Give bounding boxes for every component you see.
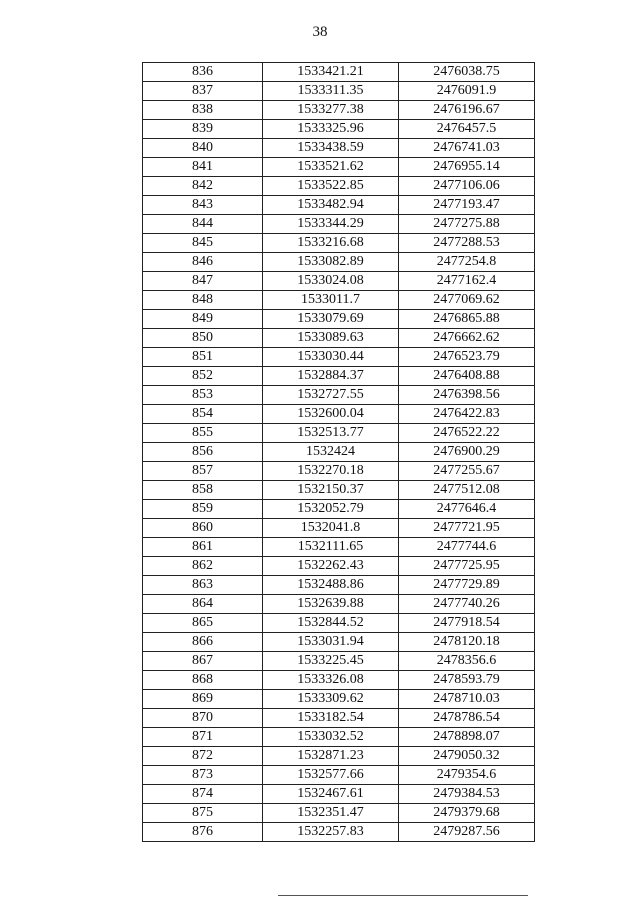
table-row [143,785,535,804]
point-number-cell: 837 [143,82,263,101]
y-coordinate-cell: 2476900.29 [399,443,535,462]
point-number-cell: 848 [143,291,263,310]
x-coordinate-cell: 1533031.94 [263,633,399,652]
y-coordinate-cell: 2477254.8 [399,253,535,272]
point-number-cell: 871 [143,728,263,747]
table-row [143,462,535,481]
point-number-cell: 863 [143,576,263,595]
table-row [143,500,535,519]
point-number-cell: 861 [143,538,263,557]
table-row [143,443,535,462]
point-number-cell: 876 [143,823,263,842]
y-coordinate-cell: 2476422.83 [399,405,535,424]
y-coordinate-cell: 2477740.26 [399,595,535,614]
table-row [143,709,535,728]
y-coordinate-cell: 2479287.56 [399,823,535,842]
table-row [143,215,535,234]
x-coordinate-cell: 1532488.86 [263,576,399,595]
point-number-cell: 857 [143,462,263,481]
point-number-cell: 843 [143,196,263,215]
point-number-cell: 856 [143,443,263,462]
y-coordinate-cell: 2476408.88 [399,367,535,386]
y-coordinate-cell: 2478898.07 [399,728,535,747]
point-number-cell: 864 [143,595,263,614]
table-row [143,690,535,709]
x-coordinate-cell: 1532262.43 [263,557,399,576]
point-number-cell: 845 [143,234,263,253]
point-number-cell: 847 [143,272,263,291]
y-coordinate-cell: 2477162.4 [399,272,535,291]
bottom-rule [278,895,528,896]
y-coordinate-cell: 2478356.6 [399,652,535,671]
point-number-cell: 866 [143,633,263,652]
x-coordinate-cell: 1532513.77 [263,424,399,443]
x-coordinate-cell: 1532577.66 [263,766,399,785]
point-number-cell: 874 [143,785,263,804]
x-coordinate-cell: 1532052.79 [263,500,399,519]
y-coordinate-cell: 2478786.54 [399,709,535,728]
table-row [143,766,535,785]
x-coordinate-cell: 1533309.62 [263,690,399,709]
y-coordinate-cell: 2477069.62 [399,291,535,310]
y-coordinate-cell: 2477725.95 [399,557,535,576]
table-row [143,329,535,348]
y-coordinate-cell: 2478593.79 [399,671,535,690]
x-coordinate-cell: 1533326.08 [263,671,399,690]
x-coordinate-cell: 1532041.8 [263,519,399,538]
table-row [143,652,535,671]
y-coordinate-cell: 2477255.67 [399,462,535,481]
table-row [143,177,535,196]
table-row [143,310,535,329]
point-number-cell: 836 [143,63,263,82]
x-coordinate-cell: 1533011.7 [263,291,399,310]
y-coordinate-cell: 2478710.03 [399,690,535,709]
y-coordinate-cell: 2477646.4 [399,500,535,519]
y-coordinate-cell: 2477744.6 [399,538,535,557]
table-row [143,120,535,139]
table-row [143,367,535,386]
y-coordinate-cell: 2476865.88 [399,310,535,329]
point-number-cell: 867 [143,652,263,671]
x-coordinate-cell: 1533277.38 [263,101,399,120]
table-row [143,614,535,633]
table-row [143,595,535,614]
x-coordinate-cell: 1533311.35 [263,82,399,101]
point-number-cell: 855 [143,424,263,443]
y-coordinate-cell: 2479354.6 [399,766,535,785]
table-row [143,386,535,405]
x-coordinate-cell: 1532257.83 [263,823,399,842]
x-coordinate-cell: 1533325.96 [263,120,399,139]
x-coordinate-cell: 1532871.23 [263,747,399,766]
y-coordinate-cell: 2476955.14 [399,158,535,177]
table-row [143,519,535,538]
table-row [143,671,535,690]
x-coordinate-cell: 1532270.18 [263,462,399,481]
table-row [143,633,535,652]
y-coordinate-cell: 2476523.79 [399,348,535,367]
x-coordinate-cell: 1533089.63 [263,329,399,348]
y-coordinate-cell: 2477106.06 [399,177,535,196]
point-number-cell: 851 [143,348,263,367]
table-row [143,557,535,576]
y-coordinate-cell: 2476741.03 [399,139,535,158]
x-coordinate-cell: 1533079.69 [263,310,399,329]
y-coordinate-cell: 2479379.68 [399,804,535,823]
x-coordinate-cell: 1532600.04 [263,405,399,424]
point-number-cell: 858 [143,481,263,500]
table-row [143,82,535,101]
x-coordinate-cell: 1532111.65 [263,538,399,557]
table-row [143,158,535,177]
x-coordinate-cell: 1533522.85 [263,177,399,196]
x-coordinate-cell: 1533225.45 [263,652,399,671]
table-row [143,804,535,823]
y-coordinate-cell: 2476662.62 [399,329,535,348]
point-number-cell: 859 [143,500,263,519]
y-coordinate-cell: 2477721.95 [399,519,535,538]
x-coordinate-cell: 1532467.61 [263,785,399,804]
x-coordinate-cell: 1533182.54 [263,709,399,728]
point-number-cell: 839 [143,120,263,139]
point-number-cell: 840 [143,139,263,158]
point-number-cell: 838 [143,101,263,120]
x-coordinate-cell: 1533030.44 [263,348,399,367]
point-number-cell: 875 [143,804,263,823]
point-number-cell: 869 [143,690,263,709]
point-number-cell: 852 [143,367,263,386]
point-number-cell: 865 [143,614,263,633]
x-coordinate-cell: 1532727.55 [263,386,399,405]
table-row [143,272,535,291]
coordinates-table [142,62,535,842]
coordinates-table-body [143,63,535,842]
y-coordinate-cell: 2477193.47 [399,196,535,215]
table-row [143,139,535,158]
x-coordinate-cell: 1532351.47 [263,804,399,823]
point-number-cell: 854 [143,405,263,424]
point-number-cell: 853 [143,386,263,405]
point-number-cell: 870 [143,709,263,728]
point-number-cell: 841 [143,158,263,177]
y-coordinate-cell: 2476038.75 [399,63,535,82]
y-coordinate-cell: 2477729.89 [399,576,535,595]
point-number-cell: 850 [143,329,263,348]
point-number-cell: 860 [143,519,263,538]
y-coordinate-cell: 2477918.54 [399,614,535,633]
point-number-cell: 849 [143,310,263,329]
y-coordinate-cell: 2476091.9 [399,82,535,101]
y-coordinate-cell: 2479384.53 [399,785,535,804]
x-coordinate-cell: 1532844.52 [263,614,399,633]
point-number-cell: 842 [143,177,263,196]
y-coordinate-cell: 2477512.08 [399,481,535,500]
x-coordinate-cell: 1532424 [263,443,399,462]
x-coordinate-cell: 1533421.21 [263,63,399,82]
table-row [143,101,535,120]
point-number-cell: 872 [143,747,263,766]
y-coordinate-cell: 2476196.67 [399,101,535,120]
table-row [143,747,535,766]
y-coordinate-cell: 2476457.5 [399,120,535,139]
x-coordinate-cell: 1533482.94 [263,196,399,215]
x-coordinate-cell: 1533521.62 [263,158,399,177]
table-row [143,823,535,842]
table-row [143,196,535,215]
y-coordinate-cell: 2477275.88 [399,215,535,234]
table-row [143,481,535,500]
table-row [143,728,535,747]
x-coordinate-cell: 1532150.37 [263,481,399,500]
y-coordinate-cell: 2479050.32 [399,747,535,766]
point-number-cell: 846 [143,253,263,272]
page-number: 38 [312,24,328,40]
y-coordinate-cell: 2476398.56 [399,386,535,405]
point-number-cell: 844 [143,215,263,234]
y-coordinate-cell: 2478120.18 [399,633,535,652]
x-coordinate-cell: 1533032.52 [263,728,399,747]
table-row [143,405,535,424]
table-row [143,63,535,82]
point-number-cell: 862 [143,557,263,576]
table-row [143,253,535,272]
table-row [143,576,535,595]
table-row [143,538,535,557]
x-coordinate-cell: 1532639.88 [263,595,399,614]
point-number-cell: 868 [143,671,263,690]
table-row [143,348,535,367]
y-coordinate-cell: 2476522.22 [399,424,535,443]
x-coordinate-cell: 1533024.08 [263,272,399,291]
table-row [143,424,535,443]
x-coordinate-cell: 1533438.59 [263,139,399,158]
y-coordinate-cell: 2477288.53 [399,234,535,253]
point-number-cell: 873 [143,766,263,785]
table-row [143,291,535,310]
x-coordinate-cell: 1532884.37 [263,367,399,386]
x-coordinate-cell: 1533344.29 [263,215,399,234]
x-coordinate-cell: 1533216.68 [263,234,399,253]
x-coordinate-cell: 1533082.89 [263,253,399,272]
table-row [143,234,535,253]
